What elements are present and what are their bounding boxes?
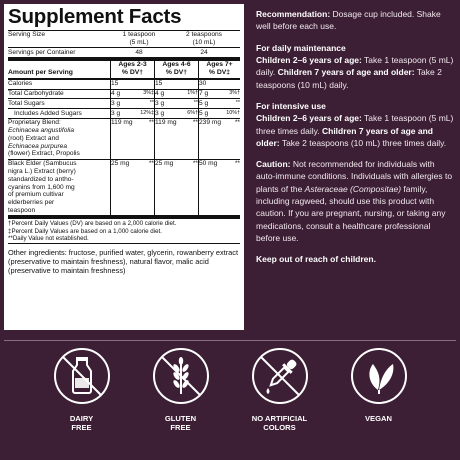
nutrient-row: Calories 15 15 30 [8,80,240,89]
leaf-icon [349,346,409,406]
servings-per-container-row: Servings per Container 48 24 [8,48,208,56]
nutrient-row: Total Carbohydrate 4 g 3%‡ 4 g 1%† 7 g 3%† [8,90,240,98]
supplement-facts-panel [4,4,244,330]
other-ingredients: Other ingredients: fructose, purified water, glycerin, rowanberry extract (preservative to maintain freshness), natural flavor, malic acid (preservative to maintain freshness) [8,248,239,276]
intensive-use: For intensive use Children 2–6 years of age: Take 1 teaspoon (5 mL) three times daily. Children 7 years of age and older: Take 2 teaspoons (10 mL) three times daily. [256,100,454,148]
badge-dairy-free: DAIRY FREE [44,346,120,433]
facts-title: Supplement Facts [8,5,182,28]
keep-out-warning: Keep out of reach of children. [256,254,376,265]
wheat-icon [151,346,211,406]
dropper-icon [250,346,310,406]
milk-bottle-icon [52,346,112,406]
serving-size-row: Serving Size 1 teaspoon (5 mL) 2 teaspoons (10 mL) [8,31,222,46]
section-divider [4,340,456,341]
daily-maintenance: For daily maintenance Children 2–6 years of age: Take 1 teaspoon (5 mL) daily. Children 7 years of age and older: Take 2 teaspoons (10 mL) daily. [256,42,454,90]
proprietary-blend-row: Proprietary Blend: Echinacea angustifolia (root) Extract and Echinacea purpurea (flower) Extract, Propolis 119 mg ** 119 mg ** 239 mg ** [8,119,240,158]
badge-no-artificial-colors: NO ARTIFICIAL COLORS [242,346,318,433]
caution: Caution: Not recommended for individuals with auto-immune conditions. Individuals with allergies to plants of the Asteraceae (Compositae) family, including ragweed, should use this product with caution. If you are pregnant, nursing, or taking any medications, consult a healthcare professional before use. [256,159,453,243]
black-elder-row: Black Elder (Sambucus nigra L.) Extract (berry) standardized to antho- cyanins from 1,600 mg of premium cultivar elderberries per teaspoon 25 mg ** 25 mg ** 50 mg ** [8,160,240,214]
badge-gluten-free: GLUTEN FREE [143,346,219,433]
recommendation: Recommendation: Dosage cup included. Shake well before each use. [256,9,441,32]
amount-header-row: Amount per Serving Ages 2-3 % DV† Ages 4-6 % DV† Ages 7+ % DV‡ [8,61,240,78]
nutrient-row: Includes Added Sugars 3 g 12%‡ 3 g 6%† 5 g 10%† [14,109,240,117]
badge-row [0,346,460,433]
nutrient-rows [8,80,240,118]
badge-vegan: VEGAN [341,346,417,433]
directions-column [256,8,456,275]
footnotes: †Percent Daily Values (DV) are based on a 2,000 calorie diet. ‡Percent Daily Values are based on a 1,000 calorie diet. **Daily Value not established. [8,220,177,242]
nutrient-row: Total Sugars 3 g ** 3 g ** 5 g ** [8,99,240,107]
